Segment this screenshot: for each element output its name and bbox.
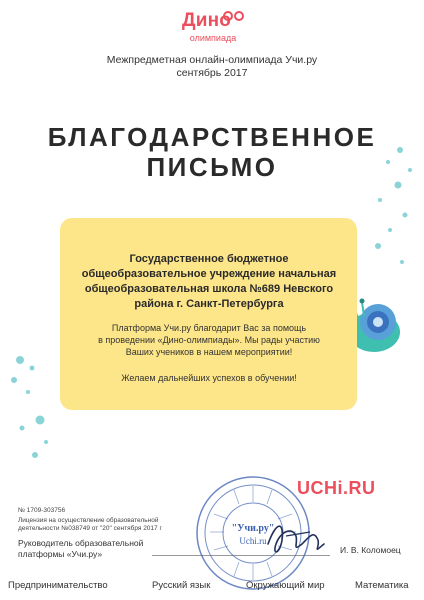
decor-dot: [403, 213, 408, 218]
footer-subject: Математика: [355, 580, 409, 591]
decor-dot: [44, 440, 48, 444]
signatory-name: И. В. Коломоец: [340, 545, 401, 555]
decor-dot: [30, 366, 35, 371]
message-line: Ваших учеников в нашем мероприятии!: [125, 347, 293, 357]
recipient-line: Государственное бюджетное: [129, 253, 289, 265]
thanks-message: [74, 322, 344, 358]
role-line: платформы «Учи.ру»: [18, 549, 103, 559]
decor-dot: [378, 198, 382, 202]
footer-subject: Русский язык: [152, 580, 211, 591]
logo-word: Дино: [182, 10, 232, 31]
message-line: Платформа Учи.ру благодарит Вас за помощь: [111, 323, 307, 333]
handwritten-signature: [262, 514, 332, 562]
stamp-subtext: Uchi.ru: [239, 536, 267, 546]
title-line-2: ПИСЬМО: [146, 152, 278, 182]
decor-dot: [400, 260, 404, 264]
wish-message: Желаем дальнейших успехов в обучении!: [121, 373, 297, 383]
decor-dot: [375, 243, 381, 249]
footer-subject: Окружающий мир: [246, 580, 325, 591]
olympiad-name: Межпредметная онлайн-олимпиада Учи.ру: [106, 54, 318, 66]
decor-dot: [16, 356, 24, 364]
footer-subject: Предпринимательство: [8, 580, 108, 591]
decor-dot: [32, 452, 38, 458]
recipient-line: общеобразовательная школа №689 Невского: [84, 283, 334, 295]
dino-olympiad-logo: [0, 4, 424, 44]
decor-dot: [26, 390, 30, 394]
decor-dot: [36, 416, 45, 425]
recipient-school: [70, 252, 348, 312]
message-line: в проведении «Дино-олимпиады». Мы рады участию: [98, 335, 320, 345]
license-line: Лицензия на осуществление образовательной: [18, 517, 159, 524]
role-line: Руководитель образовательной: [18, 538, 144, 548]
dino-eyes-icon: [222, 10, 246, 22]
logo-subtitle: олимпиада: [189, 33, 237, 43]
stamp-text: "Учи.ру": [231, 523, 275, 534]
decor-dot: [11, 377, 17, 383]
decor-dot: [388, 228, 392, 232]
recipient-line: общеобразовательное учреждение начальная: [81, 268, 337, 280]
recipient-line: района г. Санкт-Петербурга: [134, 298, 284, 310]
document-number: № 1709-303756: [18, 507, 66, 514]
license-line: деятельности №038749 от "20" сентября 2017 г: [18, 525, 162, 532]
uchi-ru-logo: UCHi.RU: [297, 478, 376, 498]
signatory-role: [18, 538, 143, 560]
olympiad-date: сентябрь 2017: [176, 67, 248, 79]
title-line-1: БЛАГОДАРСТВЕННОЕ: [47, 122, 377, 152]
decor-dot: [20, 426, 25, 431]
